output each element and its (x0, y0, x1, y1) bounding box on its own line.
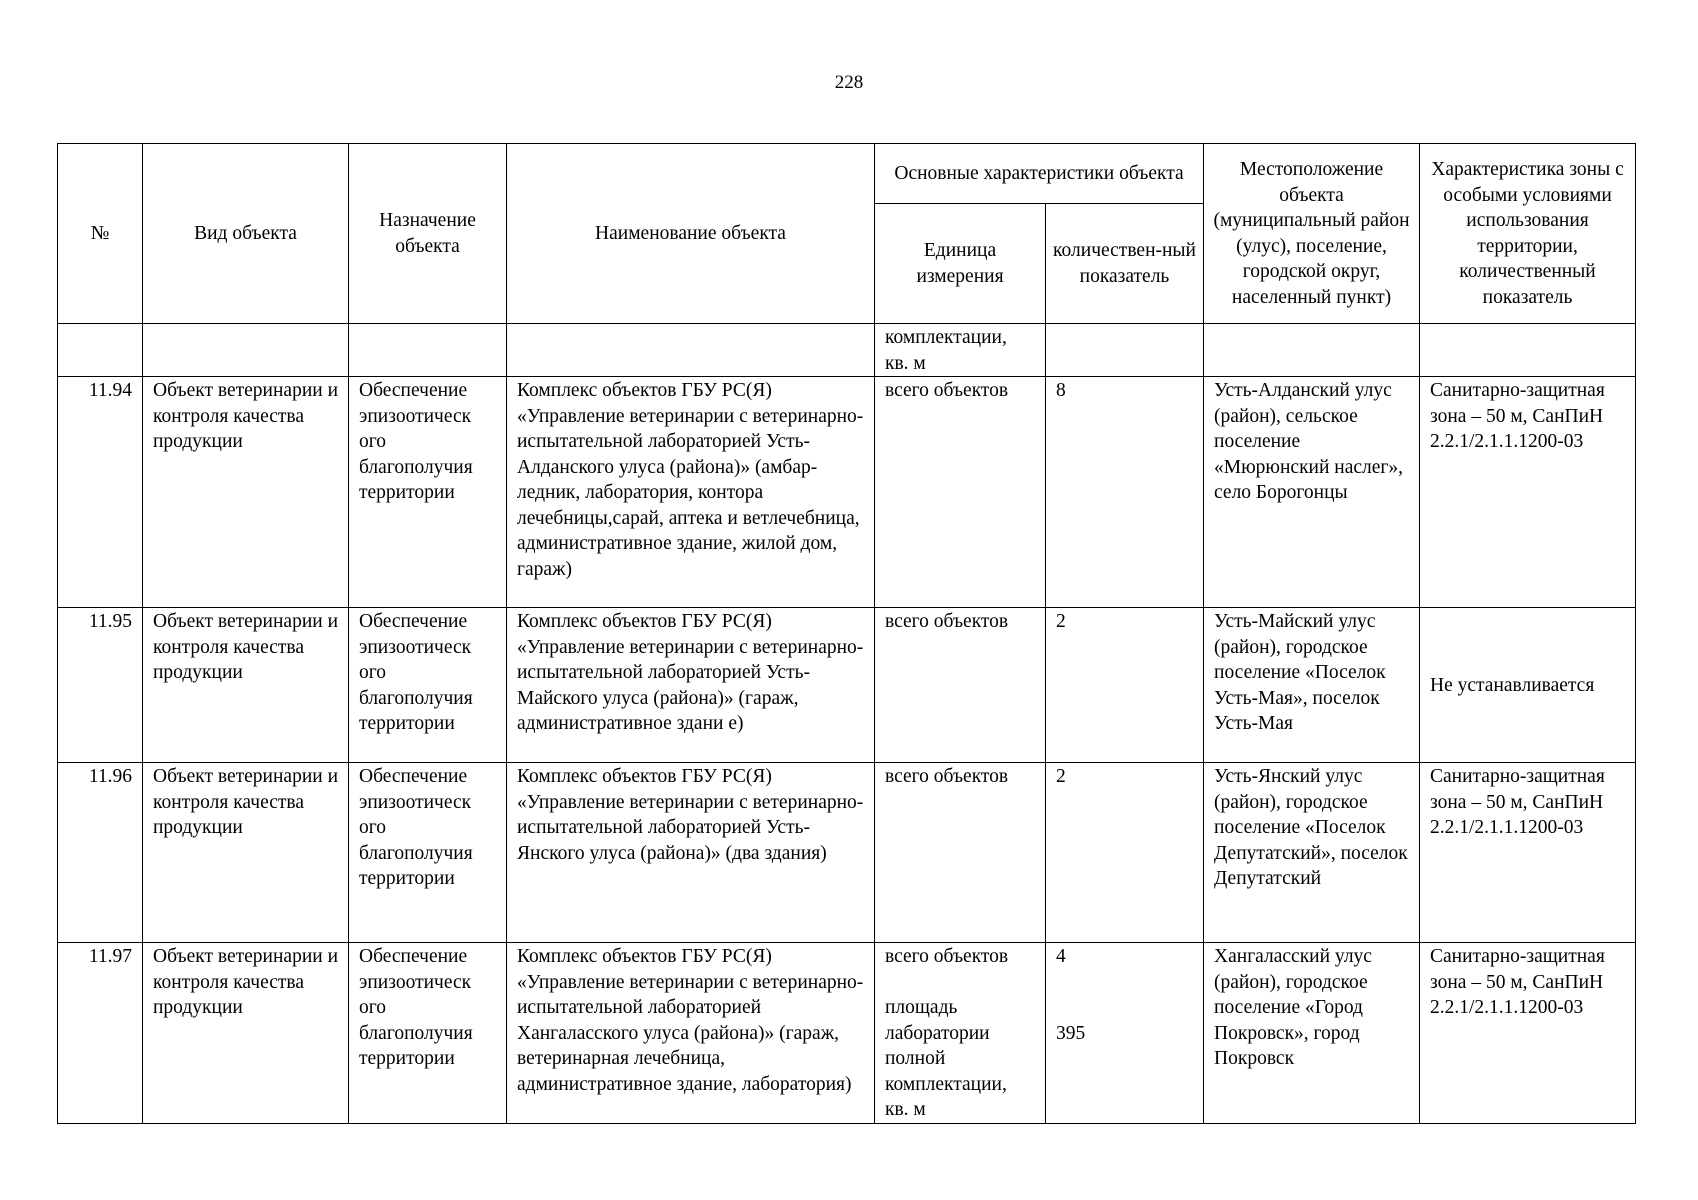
header-main-chars: Основные характеристики объекта (875, 144, 1204, 204)
unit-line: всего объектов (885, 946, 1009, 967)
cell-name: Комплекс объектов ГБУ РС(Я) «Управление ветеринарии с ветеринарно-испытательной лабораторией Усть-Янского улуса (района)» (два здания) (507, 763, 875, 943)
header-location: Местоположение объекта (муниципальный район (улус), поселение, городской округ, населенный пункт) (1204, 144, 1420, 324)
header-purpose: Назначение объекта (349, 144, 507, 324)
quantity-line: 395 (1056, 1022, 1086, 1044)
page-number: 228 (834, 72, 864, 93)
table-row (58, 763, 1636, 943)
cell-type: Объект ветеринарии и контроля качества продукции (143, 763, 349, 943)
quantity-line: 4 (1056, 946, 1066, 967)
cell-zone: Санитарно-защитная зона – 50 м, СанПиН 2.2.1/2.1.1.1200-03 (1420, 943, 1636, 1124)
table-row (58, 377, 1636, 608)
cell-name: Комплекс объектов ГБУ РС(Я) «Управление ветеринарии с ветеринарно-испытательной лабораторией Усть-Алданского улуса (района)» (амбар-ледник, лаборатория, контора лечебницы,сарай, аптека и ветлечебница, административное здание, жилой дом, гараж) (507, 377, 875, 608)
header-quantity: количествен-ный показатель (1046, 204, 1204, 324)
cell-quantity: 2 (1046, 608, 1204, 763)
cell-purpose: Обеспечение эпизоотическ ого благополучия территории (349, 377, 507, 608)
cell-name: Комплекс объектов ГБУ РС(Я) «Управление ветеринарии с ветеринарно-испытательной лабораторией Усть-Майского улуса (района)» (гараж, административное здани е) (507, 608, 875, 763)
header-num: № (58, 144, 143, 324)
objects-table (57, 143, 1636, 1124)
cell-unit: всего объектов (875, 377, 1046, 608)
cell-unit: всего объектов (875, 763, 1046, 943)
cell-unit: всего объектов (875, 608, 1046, 763)
cell-quantity (1046, 943, 1204, 1124)
table-row (58, 943, 1636, 1124)
unit-line: площадь лаборатории полной комплектации, кв. м (885, 997, 1007, 1120)
cell-purpose: Обеспечение эпизоотическ ого благополучия территории (349, 763, 507, 943)
cell-location: Усть-Алданский улус (район), сельское поселение «Мюрюнский наслег», село Борогонцы (1204, 377, 1420, 608)
header-type: Вид объекта (143, 144, 349, 324)
cell-type: Объект ветеринарии и контроля качества продукции (143, 608, 349, 763)
header-unit: Единица измерения (875, 204, 1046, 324)
cell-zone: Санитарно-защитная зона – 50 м, СанПиН 2.2.1/2.1.1.1200-03 (1420, 763, 1636, 943)
cell-quantity: 2 (1046, 763, 1204, 943)
table-row (58, 608, 1636, 763)
cell-num: 11.94 (58, 377, 143, 608)
header-name: Наименование объекта (507, 144, 875, 324)
cell-unit: комплектации, кв. м (875, 324, 1046, 377)
header-zone: Характеристика зоны с особыми условиями использования территории, количественный показатель (1420, 144, 1636, 324)
cell-quantity: 8 (1046, 377, 1204, 608)
table-row-continuation (58, 324, 1636, 377)
cell-location: Усть-Майский улус (район), городское поселение «Поселок Усть-Мая», поселок Усть-Мая (1204, 608, 1420, 763)
header-row-1 (58, 144, 1636, 204)
cell-unit (875, 943, 1046, 1124)
cell-location: Усть-Янский улус (район), городское поселение «Поселок Депутатский», поселок Депутатский (1204, 763, 1420, 943)
cell-purpose: Обеспечение эпизоотическ ого благополучия территории (349, 943, 507, 1124)
cell-type: Объект ветеринарии и контроля качества продукции (143, 377, 349, 608)
cell-num: 11.96 (58, 763, 143, 943)
cell-num: 11.95 (58, 608, 143, 763)
cell-zone: Санитарно-защитная зона – 50 м, СанПиН 2.2.1/2.1.1.1200-03 (1420, 377, 1636, 608)
cell-num: 11.97 (58, 943, 143, 1124)
cell-purpose: Обеспечение эпизоотическ ого благополучия территории (349, 608, 507, 763)
cell-name: Комплекс объектов ГБУ РС(Я) «Управление ветеринарии с ветеринарно-испытательной лабораторией Хангаласского улуса (района)» (гараж, ветеринарная лечебница, административное здание, лаборатория) (507, 943, 875, 1124)
cell-location: Хангаласский улус (район), городское поселение «Город Покровск», город Покровск (1204, 943, 1420, 1124)
cell-type: Объект ветеринарии и контроля качества продукции (143, 943, 349, 1124)
cell-zone: Не устанавливается (1420, 608, 1636, 763)
